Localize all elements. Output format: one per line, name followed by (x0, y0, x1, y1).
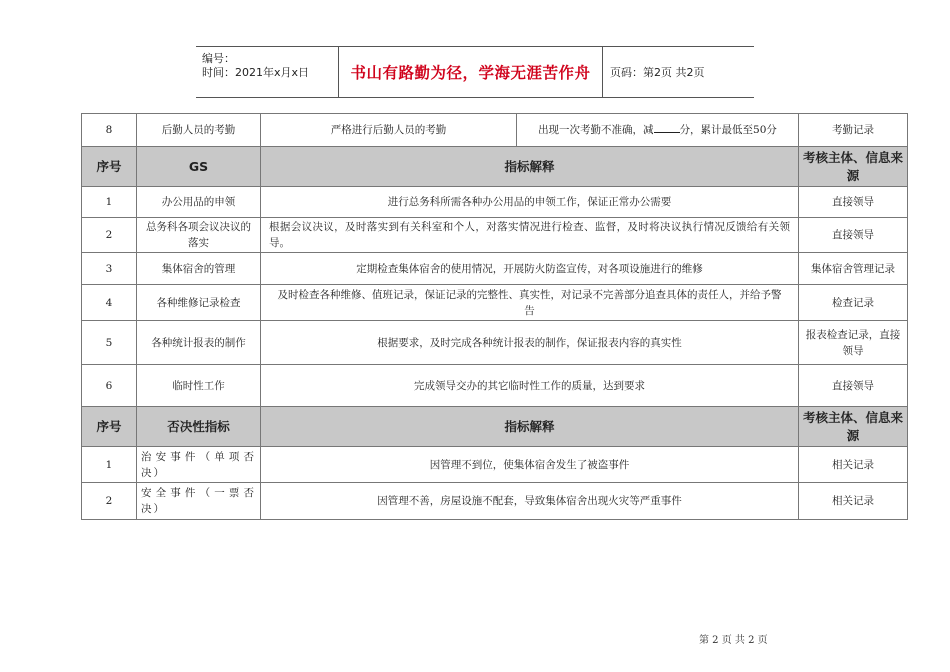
row-explain: 因管理不到位，使集体宿舍发生了被盗事件 (261, 447, 799, 483)
row-item: 治安事件（单项否决） (137, 447, 261, 483)
row-rule (517, 114, 799, 147)
table-row (82, 187, 908, 218)
time-label: 时间：2021年x月x日 (202, 66, 310, 79)
row-explain: 根据要求，及时完成各种统计报表的制作，保证报表内容的真实性 (261, 321, 799, 365)
table-row (82, 253, 908, 285)
row-number: 4 (82, 285, 137, 321)
row-source: 相关记录 (799, 483, 908, 520)
row-number: 5 (82, 321, 137, 365)
row-source: 直接领导 (799, 187, 908, 218)
blank-fill (654, 122, 680, 133)
header-motto: 书山有路勤为径，学海无涯苦作舟 (339, 47, 603, 97)
col-header-no: 序号 (82, 147, 137, 187)
section1-header-row (82, 147, 908, 187)
row-item: 各种维修记录检查 (137, 285, 261, 321)
row-item: 后勤人员的考勤 (137, 114, 261, 147)
row-source: 直接领导 (799, 365, 908, 407)
row-source: 考勤记录 (799, 114, 908, 147)
row-source: 相关记录 (799, 447, 908, 483)
col-header-source: 考核主体、信息来源 (799, 147, 908, 187)
row-number: 3 (82, 253, 137, 285)
table-row (82, 365, 908, 407)
row-number: 1 (82, 187, 137, 218)
number-label: 编号： (202, 52, 235, 65)
row-explain: 进行总务科所需各种办公用品的申领工作，保证正常办公需要 (261, 187, 799, 218)
row-number: 2 (82, 483, 137, 520)
table-row (82, 285, 908, 321)
rule-before: 出现一次考勤不准确，减 (538, 124, 654, 136)
row-number: 2 (82, 218, 137, 253)
row-item: 各种统计报表的制作 (137, 321, 261, 365)
row-explain: 严格进行后勤人员的考勤 (261, 114, 517, 147)
row-explain: 定期检查集体宿舍的使用情况，开展防火防盗宣传，对各项设施进行的维修 (261, 253, 799, 285)
table-row (82, 218, 908, 253)
section2-header-row (82, 407, 908, 447)
row-number: 8 (82, 114, 137, 147)
row-number: 1 (82, 447, 137, 483)
row-explain: 及时检查各种维修、值班记录，保证记录的完整性、真实性，对记录不完善部分追查具体的责任人，并给予警告 (261, 285, 799, 321)
col-header-item: GS (137, 147, 261, 187)
page-footer: 第 2 页 共 2 页 (699, 635, 768, 646)
row-item: 办公用品的申领 (137, 187, 261, 218)
row-item: 安全事件（一票否决） (137, 483, 261, 520)
row-source: 报表检查记录，直接领导 (799, 321, 908, 365)
col-header-source: 考核主体、信息来源 (799, 407, 908, 447)
row-item: 临时性工作 (137, 365, 261, 407)
page-header (196, 46, 754, 98)
row-number: 6 (82, 365, 137, 407)
kpi-table (81, 113, 908, 520)
row-explain: 因管理不善，房屋设施不配套，导致集体宿舍出现火灾等严重事件 (261, 483, 799, 520)
col-header-no: 序号 (82, 407, 137, 447)
row-item: 总务科各项会议决议的落实 (137, 218, 261, 253)
row-source: 直接领导 (799, 218, 908, 253)
row-item: 集体宿舍的管理 (137, 253, 261, 285)
row-source: 集体宿舍管理记录 (799, 253, 908, 285)
table-row (82, 447, 908, 483)
col-header-item: 否决性指标 (137, 407, 261, 447)
row-explain: 根据会议决议，及时落实到有关科室和个人，对落实情况进行检查、监督，及时将决议执行情况反馈给有关领导。 (261, 218, 799, 253)
col-header-explain: 指标解释 (261, 407, 799, 447)
row-source: 检查记录 (799, 285, 908, 321)
table-row (82, 483, 908, 520)
table-row (82, 321, 908, 365)
row-explain: 完成领导交办的其它临时性工作的质量，达到要求 (261, 365, 799, 407)
table-row (82, 114, 908, 147)
rule-after: 分，累计最低至50分 (679, 124, 777, 136)
header-meta (196, 47, 339, 97)
header-page-label: 页码：第2页 共2页 (610, 66, 705, 79)
col-header-explain: 指标解释 (261, 147, 799, 187)
